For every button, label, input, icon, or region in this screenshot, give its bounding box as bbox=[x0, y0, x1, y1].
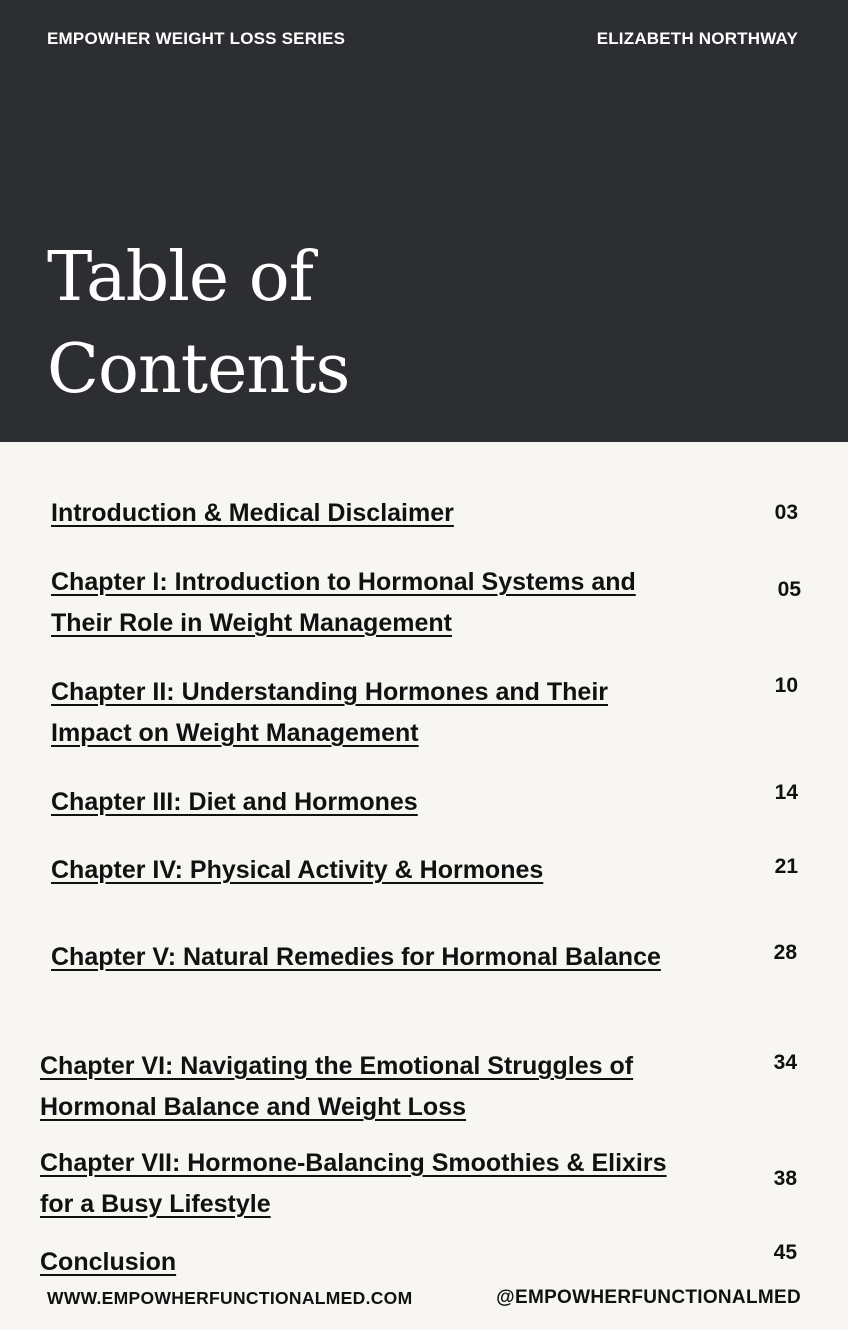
toc-link-chapter-7[interactable]: Chapter VII: Hormone-Balancing Smoothies & Elixirs for a Busy Lifestyle bbox=[40, 1149, 667, 1218]
social-handle-link[interactable]: @EMPOWHERFUNCTIONALMED bbox=[496, 1287, 801, 1308]
toc-link-conclusion[interactable]: Conclusion bbox=[40, 1248, 177, 1276]
toc-link-chapter-4[interactable]: Chapter IV: Physical Activity & Hormones bbox=[51, 856, 544, 884]
toc-page-number: 34 bbox=[773, 1051, 797, 1074]
toc-page-number: 21 bbox=[774, 855, 798, 878]
toc-page-number: 10 bbox=[774, 674, 798, 697]
toc-page-number: 45 bbox=[773, 1241, 797, 1264]
header-band bbox=[0, 0, 848, 442]
toc-page-number: 03 bbox=[774, 501, 798, 524]
toc-link-chapter-6[interactable]: Chapter VI: Navigating the Emotional Struggles of Hormonal Balance and Weight Loss bbox=[40, 1052, 634, 1121]
author-name: ELIZABETH NORTHWAY bbox=[596, 29, 798, 48]
page-title-line-1: Table of bbox=[47, 238, 313, 317]
series-label: EMPOWHER WEIGHT LOSS SERIES bbox=[47, 29, 346, 48]
toc-link-chapter-5[interactable]: Chapter V: Natural Remedies for Hormonal Balance bbox=[51, 943, 661, 971]
toc-page-number: 14 bbox=[774, 781, 798, 804]
website-link[interactable]: WWW.EMPOWHERFUNCTIONALMED.COM bbox=[47, 1288, 413, 1308]
page-title bbox=[47, 232, 349, 416]
toc-link-chapter-1[interactable]: Chapter I: Introduction to Hormonal Systems and Their Role in Weight Management bbox=[51, 568, 636, 637]
toc-page-number: 38 bbox=[773, 1167, 797, 1190]
toc-link-chapter-2[interactable]: Chapter II: Understanding Hormones and Their Impact on Weight Management bbox=[51, 678, 608, 747]
toc-page-number: 05 bbox=[777, 578, 801, 601]
toc-link-chapter-3[interactable]: Chapter III: Diet and Hormones bbox=[51, 788, 418, 816]
page-title-line-2: Contents bbox=[47, 330, 350, 409]
toc-page-number: 28 bbox=[773, 941, 797, 964]
toc-link-introduction[interactable]: Introduction & Medical Disclaimer bbox=[51, 499, 454, 527]
